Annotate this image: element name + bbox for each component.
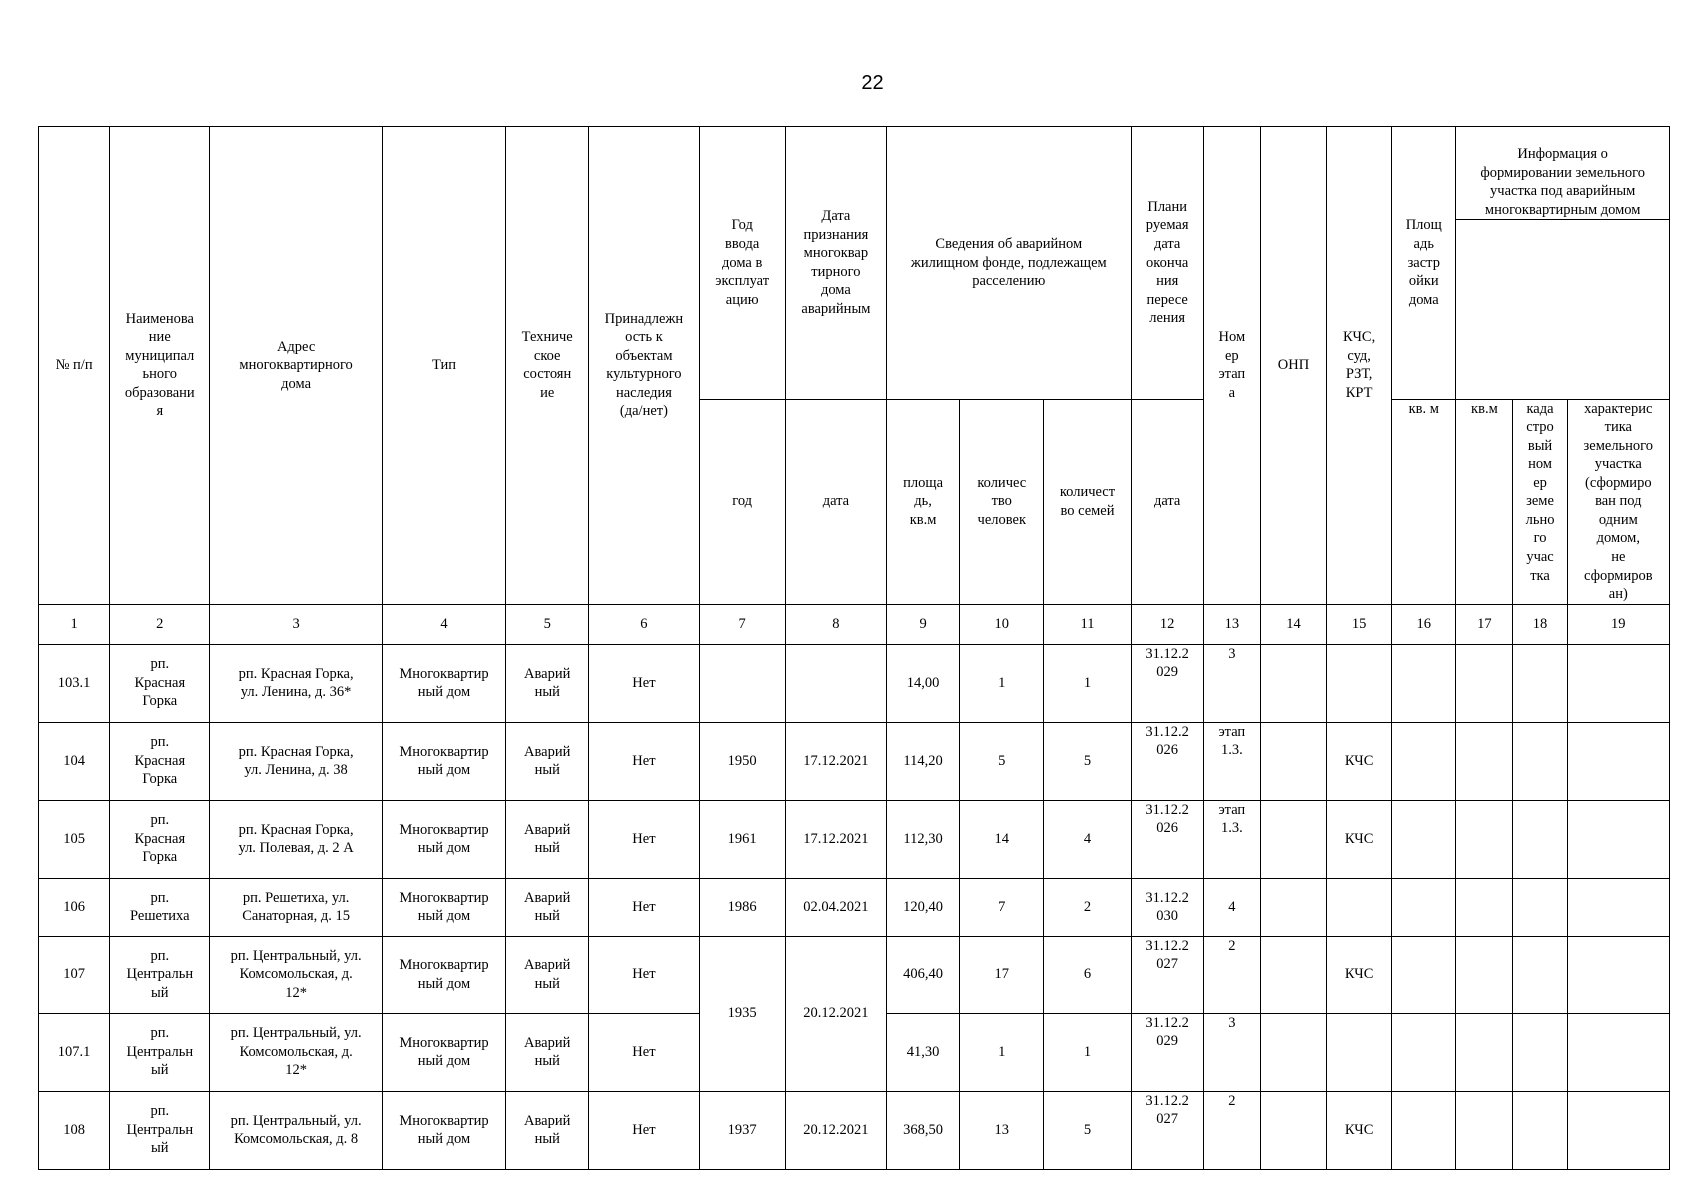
cell-heritage: Нет [589,1013,699,1091]
cell-municipality: рп. Красная Горка [110,800,210,878]
cell-people: 5 [960,722,1044,800]
cell-date [785,644,886,722]
cell-date: 20.12.2021 [785,936,886,1091]
cell-stage: 4 [1203,878,1260,936]
cell-end-date: 31.12.2 030 [1131,878,1203,936]
cell-people: 14 [960,800,1044,878]
cell-stage: 3 [1203,1013,1260,1091]
cell-end-date: 31.12.2 026 [1131,722,1203,800]
cell-condition: Аварий ный [506,1091,589,1169]
cell-municipality: рп. Красная Горка [110,644,210,722]
cell-end-date: 31.12.2 027 [1131,936,1203,1013]
column-number: 1 [39,604,110,644]
cell-plot-characteristic [1567,644,1669,722]
header-row-top [39,127,1670,400]
column-number: 14 [1260,604,1326,644]
cell-type: Многоквартир ный дом [382,644,505,722]
table-row [39,800,1670,878]
column-number: 3 [210,604,382,644]
column-number: 10 [960,604,1044,644]
cell-families: 5 [1044,1091,1131,1169]
table-row [39,936,1670,1013]
column-number: 15 [1327,604,1392,644]
cell-address: рп. Красная Горка, ул. Полевая, д. 2 А [210,800,382,878]
cell-plot-cadastral [1513,1091,1567,1169]
cell-families: 1 [1044,1013,1131,1091]
cell-plot-characteristic [1567,878,1669,936]
subheader-building-area: кв. м [1392,399,1456,604]
cell-heritage: Нет [589,800,699,878]
cell-stage: этап 1.3. [1203,722,1260,800]
cell-type: Многоквартир ный дом [382,936,505,1013]
cell-address: рп. Решетиха, ул. Санаторная, д. 15 [210,878,382,936]
cell-onp [1260,800,1326,878]
cell-area: 368,50 [887,1091,960,1169]
column-number: 8 [785,604,886,644]
cell-heritage: Нет [589,878,699,936]
cell-date: 17.12.2021 [785,722,886,800]
cell-number: 103.1 [39,644,110,722]
cell-building-area [1392,1013,1456,1091]
cell-stage: 2 [1203,936,1260,1013]
cell-address: рп. Центральный, ул. Комсомольская, д. 8 [210,1091,382,1169]
header-emergency-fund: Сведения об аварийном жилищном фонде, подлежащем расселению [887,127,1132,400]
column-number: 17 [1456,604,1513,644]
header-stage: Ном ер этап а [1203,127,1260,605]
cell-families: 1 [1044,644,1131,722]
cell-type: Многоквартир ный дом [382,1091,505,1169]
cell-type: Многоквартир ный дом [382,722,505,800]
header-building-area: Площ адь застр ойки дома [1392,127,1456,400]
cell-area: 406,40 [887,936,960,1013]
cell-heritage: Нет [589,644,699,722]
cell-year: 1986 [699,878,785,936]
cell-year [699,644,785,722]
cell-onp [1260,722,1326,800]
cell-plot-characteristic [1567,800,1669,878]
subheader-plot-cadastral: када стро вый ном ер земе льно го учас тка [1513,399,1567,604]
cell-municipality: рп. Центральн ый [110,1091,210,1169]
table-row [39,878,1670,936]
cell-building-area [1392,1091,1456,1169]
cell-onp [1260,878,1326,936]
header-onp: ОНП [1260,127,1326,605]
cell-people: 13 [960,1091,1044,1169]
cell-plot-characteristic [1567,1091,1669,1169]
cell-municipality: рп. Красная Горка [110,722,210,800]
subheader-end-date: дата [1131,399,1203,604]
cell-municipality: рп. Центральн ый [110,1013,210,1091]
cell-area: 112,30 [887,800,960,878]
cell-families: 6 [1044,936,1131,1013]
header-municipality: Наименова ние муниципал ьного образовани я [110,127,210,605]
table-row [39,722,1670,800]
cell-plot-cadastral [1513,1013,1567,1091]
cell-building-area [1392,722,1456,800]
column-number: 6 [589,604,699,644]
cell-families: 5 [1044,722,1131,800]
header-emergency-date: Дата признания многоквар тирного дома аварийным [785,127,886,400]
cell-number: 106 [39,878,110,936]
cell-onp [1260,1091,1326,1169]
cell-onp [1260,936,1326,1013]
cell-condition: Аварий ный [506,936,589,1013]
cell-stage: этап 1.3. [1203,800,1260,878]
column-number: 12 [1131,604,1203,644]
cell-plot-cadastral [1513,644,1567,722]
column-number: 2 [110,604,210,644]
subheader-year: год [699,399,785,604]
cell-plot-cadastral [1513,800,1567,878]
cell-municipality: рп. Центральн ый [110,936,210,1013]
cell-plot-characteristic [1567,936,1669,1013]
cell-kchs: КЧС [1327,800,1392,878]
subheader-date: дата [785,399,886,604]
cell-address: рп. Красная Горка, ул. Ленина, д. 38 [210,722,382,800]
cell-building-area [1392,800,1456,878]
header-number: № п/п [39,127,110,605]
subheader-area: площа дь, кв.м [887,399,960,604]
column-number: 18 [1513,604,1567,644]
subheader-people: количес тво человек [960,399,1044,604]
cell-building-area [1392,644,1456,722]
cell-kchs [1327,1013,1392,1091]
cell-date: 20.12.2021 [785,1091,886,1169]
cell-plot-area [1456,722,1513,800]
column-number: 16 [1392,604,1456,644]
cell-condition: Аварий ный [506,800,589,878]
cell-end-date: 31.12.2 029 [1131,1013,1203,1091]
cell-number: 105 [39,800,110,878]
column-number: 11 [1044,604,1131,644]
cell-address: рп. Центральный, ул. Комсомольская, д. 12* [210,936,382,1013]
header-type: Тип [382,127,505,605]
cell-plot-cadastral [1513,878,1567,936]
subheader-plot-area: кв.м [1456,399,1513,604]
column-number: 4 [382,604,505,644]
cell-kchs: КЧС [1327,1091,1392,1169]
cell-people: 1 [960,644,1044,722]
cell-address: рп. Центральный, ул. Комсомольская, д. 12* [210,1013,382,1091]
column-number-row [39,604,1670,644]
cell-type: Многоквартир ный дом [382,1013,505,1091]
cell-plot-area [1456,878,1513,936]
subheader-plot-characteristic: характерис тика земельного участка (сформиро ван под одним домом, не сформиров ан) [1567,399,1669,604]
cell-plot-area [1456,644,1513,722]
cell-year: 1961 [699,800,785,878]
cell-building-area [1392,936,1456,1013]
cell-kchs [1327,644,1392,722]
cell-number: 108 [39,1091,110,1169]
column-number: 13 [1203,604,1260,644]
cell-kchs: КЧС [1327,722,1392,800]
header-commission-year: Год ввода дома в эксплуат ацию [699,127,785,400]
cell-plot-characteristic [1567,722,1669,800]
cell-plot-area [1456,936,1513,1013]
cell-people: 7 [960,878,1044,936]
cell-type: Многоквартир ный дом [382,878,505,936]
cell-condition: Аварий ный [506,878,589,936]
cell-date: 02.04.2021 [785,878,886,936]
cell-plot-cadastral [1513,936,1567,1013]
cell-area: 41,30 [887,1013,960,1091]
cell-onp [1260,644,1326,722]
cell-stage: 2 [1203,1091,1260,1169]
cell-end-date: 31.12.2 029 [1131,644,1203,722]
column-number: 19 [1567,604,1669,644]
cell-stage: 3 [1203,644,1260,722]
cell-type: Многоквартир ный дом [382,800,505,878]
cell-number: 107 [39,936,110,1013]
cell-year: 1937 [699,1091,785,1169]
column-number: 7 [699,604,785,644]
cell-people: 1 [960,1013,1044,1091]
table-row [39,1091,1670,1169]
cell-area: 114,20 [887,722,960,800]
cell-kchs [1327,878,1392,936]
cell-condition: Аварий ный [506,722,589,800]
page-number: 22 [861,72,884,94]
cell-condition: Аварий ный [506,644,589,722]
cell-plot-area [1456,1091,1513,1169]
cell-address: рп. Красная Горка, ул. Ленина, д. 36* [210,644,382,722]
cell-date: 17.12.2021 [785,800,886,878]
emergency-housing-table [38,126,1670,1170]
cell-heritage: Нет [589,1091,699,1169]
column-number: 5 [506,604,589,644]
cell-families: 4 [1044,800,1131,878]
cell-plot-area [1456,800,1513,878]
cell-onp [1260,1013,1326,1091]
cell-heritage: Нет [589,722,699,800]
cell-end-date: 31.12.2 026 [1131,800,1203,878]
header-heritage: Принадлежн ость к объектам культурного наследия (да/нет) [589,127,699,605]
cell-kchs: КЧС [1327,936,1392,1013]
header-condition: Техниче ское состоян ие [506,127,589,605]
table-row [39,644,1670,722]
cell-area: 120,40 [887,878,960,936]
cell-year: 1935 [699,936,785,1091]
header-planned-end: Плани руемая дата оконча ния пересе ления [1131,127,1203,400]
header-land-plot-info: Информация о формировании земельного участка под аварийным многоквартирным домом [1456,146,1669,220]
cell-plot-cadastral [1513,722,1567,800]
cell-plot-area [1456,1013,1513,1091]
cell-number: 107.1 [39,1013,110,1091]
cell-number: 104 [39,722,110,800]
cell-municipality: рп. Решетиха [110,878,210,936]
subheader-families: количест во семей [1044,399,1131,604]
cell-plot-characteristic [1567,1013,1669,1091]
header-kchs: КЧС, суд, РЗТ, КРТ [1327,127,1392,605]
cell-year: 1950 [699,722,785,800]
cell-families: 2 [1044,878,1131,936]
cell-area: 14,00 [887,644,960,722]
cell-end-date: 31.12.2 027 [1131,1091,1203,1169]
header-land-plot-group [1456,127,1670,400]
cell-people: 17 [960,936,1044,1013]
header-address: Адрес многоквартирного дома [210,127,382,605]
column-number: 9 [887,604,960,644]
cell-condition: Аварий ный [506,1013,589,1091]
cell-building-area [1392,878,1456,936]
cell-heritage: Нет [589,936,699,1013]
